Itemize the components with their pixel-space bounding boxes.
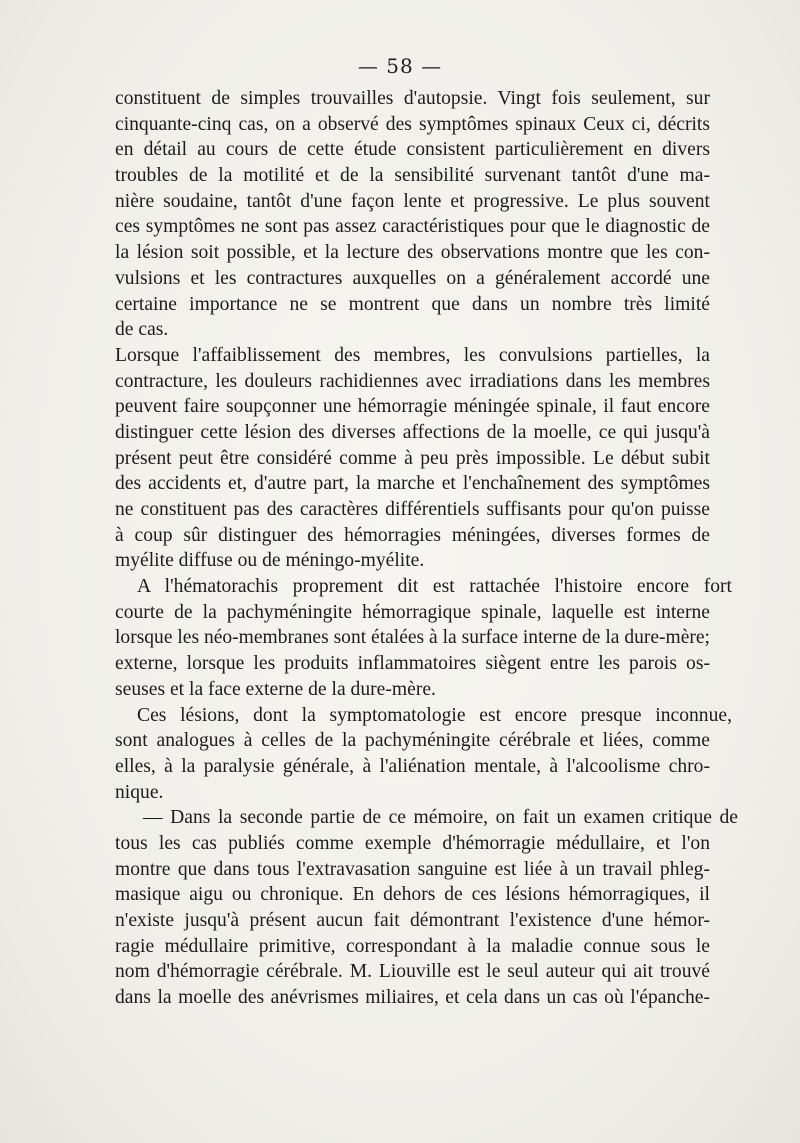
- text-line: présent peut être considéré comme à peu près impossible. Le début subit: [115, 447, 710, 469]
- text-line: courte de la pachyméningite hémorragique spinale, laquelle est interne: [115, 601, 710, 623]
- text-line: externe, lorsque les produits inflammatoires siègent entre les parois os-: [115, 653, 710, 675]
- text-line: lorsque les néo-membranes sont étalées à la surface interne de la dure-mère;: [115, 627, 710, 649]
- body-text: [115, 86, 738, 1011]
- text-line: certaine importance ne se montrent que dans un nombre très limité: [115, 293, 710, 315]
- text-line: nom d'hémorragie cérébrale. M. Liouville est le seul auteur qui ait trouvé: [115, 961, 710, 983]
- text-line: cinquante-cinq cas, on a observé des symptômes spinaux Ceux ci, décrits: [115, 113, 710, 135]
- text-line: A l'hématorachis proprement dit est rattachée l'histoire encore fort: [137, 576, 732, 598]
- text-line: distinguer cette lésion des diverses affections de la moelle, ce qui jusqu'à: [115, 421, 710, 443]
- text-line: ces symptômes ne sont pas assez caractéristiques pour que le diagnostic de: [115, 216, 710, 238]
- text-line: dans la moelle des anévrismes miliaires, et cela dans un cas où l'épanche-: [115, 987, 710, 1009]
- text-line: ragie médullaire primitive, correspondant à la maladie connue sous le: [115, 935, 710, 957]
- text-line: contracture, les douleurs rachidiennes avec irradiations dans les membres: [115, 370, 710, 392]
- text-line: masique aigu ou chronique. En dehors de ces lésions hémorragiques, il: [115, 884, 710, 906]
- text-line: vulsions et les contractures auxquelles on a généralement accordé une: [115, 267, 710, 289]
- text-line: peuvent faire soupçonner une hémorragie méningée spinale, il faut encore: [115, 396, 710, 418]
- text-line: Ces lésions, dont la symptomatologie est encore presque inconnue,: [137, 704, 732, 726]
- text-line: constituent de simples trouvailles d'autopsie. Vingt fois seulement, sur: [115, 88, 710, 109]
- text-line: montre que dans tous l'extravasation sanguine est liée à un travail phleg-: [115, 858, 710, 880]
- text-line: troubles de la motilité et de la sensibilité survenant tantôt d'une ma-: [115, 165, 710, 187]
- text-line: sont analogues à celles de la pachyméningite cérébrale et liées, comme: [115, 730, 710, 752]
- text-line: tous les cas publiés comme exemple d'hémorragie médullaire, et l'on: [115, 832, 710, 854]
- text-line: à coup sûr distinguer des hémorragies méningées, diverses formes de: [115, 524, 710, 546]
- text-line: seuses et la face externe de la dure-mère.: [115, 678, 436, 700]
- text-line: n'existe jusqu'à présent aucun fait démontrant l'existence d'une hémor-: [115, 910, 710, 931]
- text-line: ne constituent pas des caractères différentiels suffisants pour qu'on puisse: [115, 499, 710, 520]
- text-line: nière soudaine, tantôt d'une façon lente et progressive. Le plus souvent: [115, 190, 710, 212]
- text-line: de cas.: [115, 319, 169, 341]
- text-line: en détail au cours de cette étude consistent particulièrement en divers: [115, 139, 710, 161]
- text-line: Lorsque l'affaiblissement des membres, les convulsions partielles, la: [115, 344, 710, 366]
- text-line: des accidents et, d'autre part, la marche et l'enchaînement des symptômes: [115, 473, 710, 495]
- text-line: elles, à la paralysie générale, à l'aliénation mentale, à l'alcoolisme chro-: [115, 755, 710, 777]
- text-line: — Dans la seconde partie de ce mémoire, on fait un examen critique de: [143, 807, 738, 829]
- page-number: — 58 —: [357, 54, 443, 78]
- text-line: myélite diffuse ou de méningo-myélite.: [115, 550, 425, 572]
- text-line: nique.: [115, 781, 164, 803]
- text-line: la lésion soit possible, et la lecture des observations montre que les con-: [115, 242, 710, 264]
